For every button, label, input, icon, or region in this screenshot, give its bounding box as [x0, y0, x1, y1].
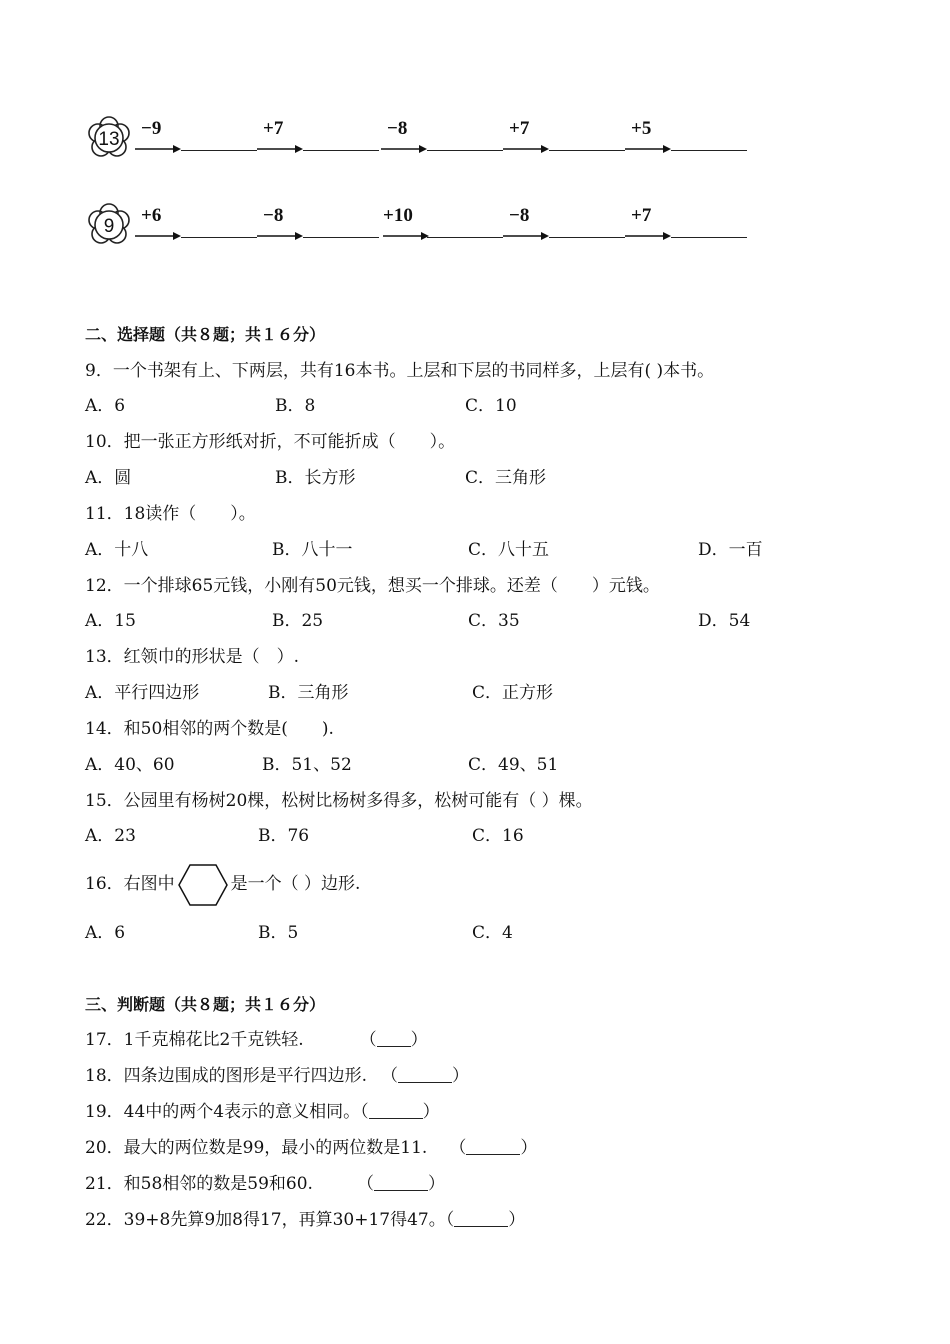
- option-d[interactable]: D．一百: [698, 540, 763, 560]
- judgement-text: 18．四条边围成的图形是平行四边形.: [85, 1066, 368, 1086]
- operation-label: −8: [509, 205, 530, 226]
- answer-blank[interactable]: [454, 1210, 508, 1227]
- answer-blank[interactable]: [427, 148, 503, 151]
- number-chain-2: [85, 195, 785, 265]
- option-b[interactable]: B．5: [258, 923, 299, 943]
- question-stem: 12．一个排球65元钱，小刚有50元钱，想买一个排球。还差（ ）元钱。: [85, 576, 660, 596]
- question-stem-pre: 16．右图中: [85, 874, 175, 894]
- arrow-right-icon: [257, 144, 303, 154]
- answer-blank[interactable]: [549, 148, 625, 151]
- number-chain-1: [85, 108, 785, 178]
- hexagon-icon: [177, 863, 229, 907]
- option-a[interactable]: A．23: [85, 826, 136, 846]
- question-stem: 14．和50相邻的两个数是( ).: [85, 719, 334, 739]
- operation-label: +5: [631, 118, 652, 139]
- option-a[interactable]: A．圆: [85, 468, 132, 488]
- operation-step: [503, 205, 553, 245]
- operation-step: [503, 118, 553, 158]
- operation-step: [135, 205, 185, 245]
- question-stem-16: [85, 862, 360, 907]
- close-bracket: ）: [427, 1174, 445, 1194]
- question-stem: 15．公园里有杨树20棵，松树比杨树多得多，松树可能有（ ）棵。: [85, 791, 593, 811]
- option-a[interactable]: A．6: [85, 923, 126, 943]
- arrow-right-icon: [383, 231, 429, 241]
- option-c[interactable]: C．49、51: [468, 755, 559, 775]
- operation-label: +10: [383, 205, 413, 226]
- judgement-item: [85, 1209, 525, 1231]
- answer-blank[interactable]: [671, 148, 747, 151]
- close-bracket: ）: [452, 1066, 470, 1086]
- option-c[interactable]: C．八十五: [468, 540, 550, 560]
- arrow-right-icon: [625, 231, 671, 241]
- open-bracket: （: [359, 1030, 377, 1050]
- arrow-right-icon: [135, 231, 181, 241]
- option-c[interactable]: C．35: [468, 611, 520, 631]
- open-bracket: （: [449, 1138, 467, 1158]
- answer-blank[interactable]: [369, 1102, 423, 1119]
- operation-step: [377, 205, 431, 245]
- judgement-item: [85, 1173, 445, 1195]
- answer-blank[interactable]: [398, 1066, 452, 1083]
- arrow-right-icon: [381, 144, 427, 154]
- answer-blank[interactable]: [303, 235, 379, 238]
- arrow-right-icon: [625, 144, 671, 154]
- start-number: 9: [103, 216, 115, 237]
- operation-step: [257, 118, 307, 158]
- operation-label: +6: [141, 205, 162, 226]
- question-stem: 10．把一张正方形纸对折，不可能折成（ ）。: [85, 432, 456, 452]
- operation-label: +7: [631, 205, 652, 226]
- option-a[interactable]: A．6: [85, 396, 126, 416]
- judgement-item: [85, 1065, 469, 1087]
- close-bracket: ）: [508, 1210, 526, 1230]
- operation-step: [257, 205, 307, 245]
- operation-step: [135, 118, 185, 158]
- option-c[interactable]: C．正方形: [472, 683, 554, 703]
- answer-blank[interactable]: [181, 235, 257, 238]
- answer-blank[interactable]: [549, 235, 625, 238]
- flower-start-icon: [85, 201, 133, 249]
- option-b[interactable]: B．八十一: [272, 540, 353, 560]
- arrow-right-icon: [135, 144, 181, 154]
- option-b[interactable]: B．76: [258, 826, 310, 846]
- operation-label: +7: [509, 118, 530, 139]
- judgement-text: 19．44中的两个4表示的意义相同。: [85, 1102, 361, 1122]
- operation-label: +7: [263, 118, 284, 139]
- option-a[interactable]: A．15: [85, 611, 136, 631]
- operation-label: −9: [141, 118, 162, 139]
- section-heading-choice: 二、选择题（共８题；共１６分）: [85, 325, 326, 344]
- operation-label: −8: [263, 205, 284, 226]
- option-c[interactable]: C．16: [472, 826, 524, 846]
- question-stem: 11．18读作（ ）。: [85, 504, 256, 524]
- close-bracket: ）: [410, 1030, 428, 1050]
- open-bracket: （: [356, 1174, 374, 1194]
- question-stem-post: 是一个（ ）边形.: [230, 874, 361, 894]
- judgement-item: [85, 1101, 440, 1123]
- option-b[interactable]: B．长方形: [275, 468, 356, 488]
- option-b[interactable]: B．三角形: [268, 683, 349, 703]
- arrow-right-icon: [503, 231, 549, 241]
- answer-blank[interactable]: [374, 1174, 428, 1191]
- close-bracket: ）: [422, 1102, 440, 1122]
- question-stem: 13．红领巾的形状是（ ）.: [85, 647, 300, 667]
- question-stem: 9．一个书架有上、下两层，共有16本书。上层和下层的书同样多，上层有( )本书。: [85, 361, 715, 381]
- judgement-text: 20．最大的两位数是99，最小的两位数是11.: [85, 1138, 428, 1158]
- flower-start-icon: [85, 114, 133, 162]
- section-heading-judgement: 三、判断题（共８题；共１６分）: [85, 995, 326, 1014]
- option-b[interactable]: B．25: [272, 611, 324, 631]
- answer-blank[interactable]: [303, 148, 379, 151]
- option-d[interactable]: D．54: [698, 611, 751, 631]
- arrow-right-icon: [257, 231, 303, 241]
- operation-step: [381, 118, 431, 158]
- option-b[interactable]: B．8: [275, 396, 316, 416]
- operation-step: [625, 205, 675, 245]
- operation-step: [625, 118, 675, 158]
- start-number: 13: [98, 129, 120, 150]
- answer-blank[interactable]: [427, 235, 503, 238]
- answer-blank[interactable]: [377, 1030, 411, 1047]
- open-bracket: （: [445, 1210, 455, 1230]
- operation-label: −8: [387, 118, 408, 139]
- option-c[interactable]: C．三角形: [465, 468, 547, 488]
- option-a[interactable]: A．十八: [85, 540, 149, 560]
- judgement-text: 17．1千克棉花比2千克铁轻.: [85, 1030, 304, 1050]
- option-c[interactable]: C．4: [472, 923, 513, 943]
- answer-blank[interactable]: [671, 235, 747, 238]
- answer-blank[interactable]: [466, 1138, 520, 1155]
- judgement-item: [85, 1137, 537, 1159]
- open-bracket: （: [360, 1102, 369, 1122]
- option-a[interactable]: A．40、60: [85, 755, 175, 775]
- option-c[interactable]: C．10: [465, 396, 517, 416]
- open-bracket: （: [381, 1066, 399, 1086]
- arrow-right-icon: [503, 144, 549, 154]
- judgement-text: 21．和58相邻的数是59和60.: [85, 1174, 313, 1194]
- option-b[interactable]: B．51、52: [262, 755, 352, 775]
- answer-blank[interactable]: [181, 148, 257, 151]
- close-bracket: ）: [520, 1138, 538, 1158]
- judgement-item: [85, 1029, 428, 1051]
- option-a[interactable]: A．平行四边形: [85, 683, 200, 703]
- judgement-text: 22．39+8先算9加8得17，再算30+17得47。: [85, 1210, 446, 1230]
